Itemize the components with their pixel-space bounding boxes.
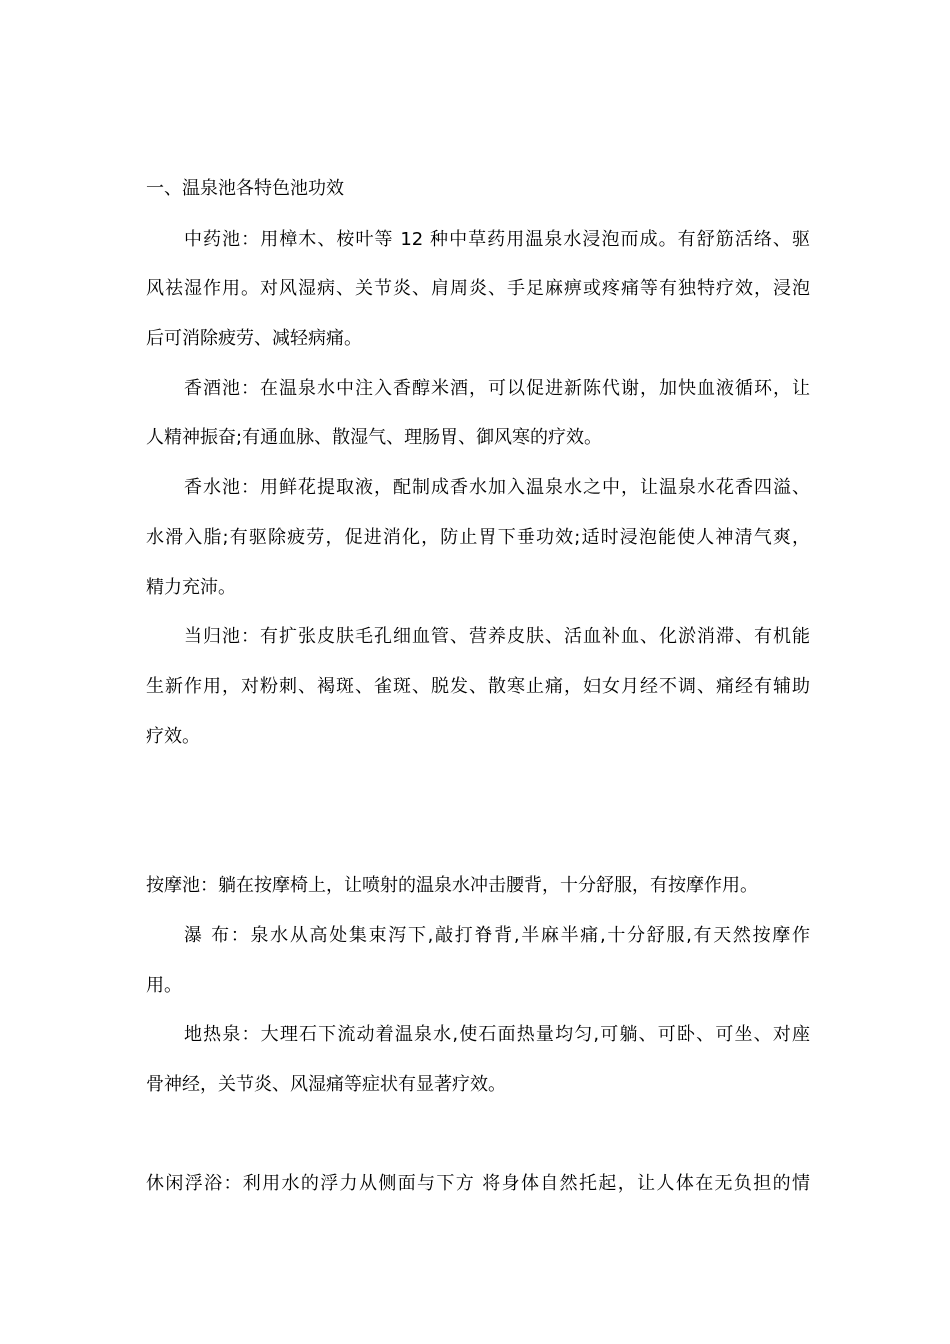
paragraph-line: 骨神经，关节炎、风湿痛等症状有显著疗效。 [146, 1074, 506, 1095]
paragraph-line: 生新作用，对粉刺、褐斑、雀斑、脱发、散寒止痛，妇女月经不调、痛经有辅助 [146, 676, 810, 697]
paragraph-line: 精力充沛。 [146, 577, 236, 598]
paragraph-line: 疗效。 [146, 726, 200, 747]
paragraph-line: 水滑入脂;有驱除疲劳，促进消化，防止胃下垂功效;适时浸泡能使人神清气爽， [146, 527, 810, 548]
document-heading: 一、温泉池各特色池功效 [146, 178, 344, 199]
paragraph-line: 风祛湿作用。对风湿病、关节炎、肩周炎、手足麻痹或疼痛等有独特疗效，浸泡 [146, 278, 810, 299]
paragraph-line: 香水池：用鲜花提取液，配制成香水加入温泉水之中，让温泉水花香四溢、 [184, 477, 810, 498]
paragraph-line: 人精神振奋;有通血脉、散湿气、理肠胃、御风寒的疗效。 [146, 427, 603, 448]
paragraph-line: 按摩池：躺在按摩椅上，让喷射的温泉水冲击腰背，十分舒服，有按摩作用。 [146, 875, 758, 896]
paragraph-line: 香酒池：在温泉水中注入香醇米酒，可以促进新陈代谢，加快血液循环，让 [184, 378, 810, 399]
paragraph-line: 当归池：有扩张皮肤毛孔细血管、营养皮肤、活血补血、化淤消滞、有机能 [184, 626, 810, 647]
paragraph-line: 地热泉：大理石下流动着温泉水,使石面热量均匀,可躺、可卧、可坐、对座 [184, 1024, 810, 1045]
paragraph-line: 后可消除疲劳、减轻病痛。 [146, 328, 362, 349]
paragraph-line: 瀑 布：泉水从高处集束泻下,敲打脊背,半麻半痛,十分舒服,有天然按摩作 [184, 925, 810, 946]
paragraph-line: 中药池：用樟木、桉叶等 12 种中草药用温泉水浸泡而成。有舒筋活络、驱 [184, 229, 810, 250]
paragraph-line: 休闲浮浴：利用水的浮力从侧面与下方 将身体自然托起，让人体在无负担的情 [146, 1173, 810, 1194]
paragraph-line: 用。 [146, 975, 182, 996]
